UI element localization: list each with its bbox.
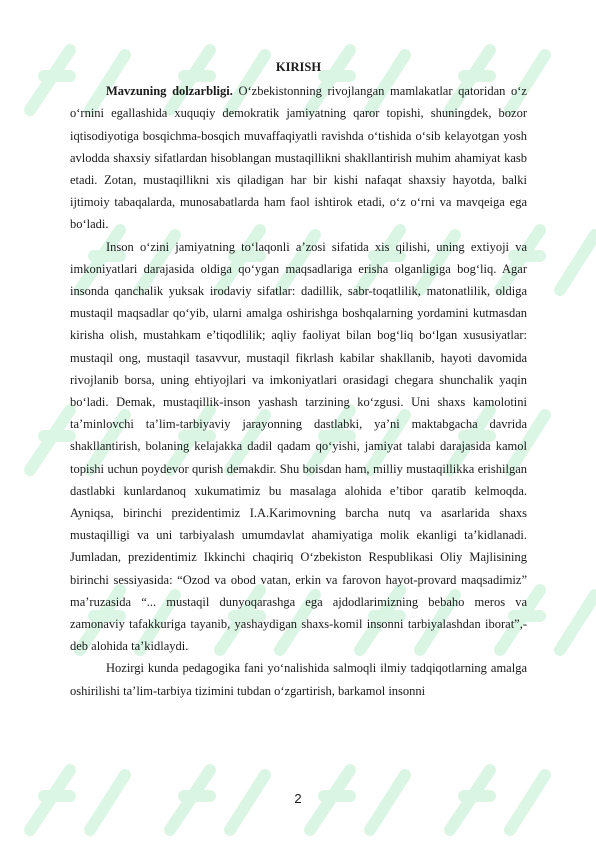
paragraph-text: O‘zbekistonning rivojlangan mamlakatlar qatoridan o‘z o‘rnini egallashida xuquqiy demokratik jamiyatning qaror topishi, shuningdek, bozor iqtisodiyotiga bosqichma-bosqich muvaffaqiyatli ravishda o‘tishida o‘sib kelayotgan yosh avlodda shaxsiy sifatlardan hisoblangan mustaqillikni shakllantirish muhim ahamiyat kasb etadi. Zotan, mustaqillikni xis qiladigan har bir kishi nafaqat shaxsiy hayotda, balki ijtimoiy tabaqalarda, munosabatlarda ham faol ishtirok etadi, o‘z o‘rni va mavqeiga ega bo‘ladi. xyxy=(70,84,527,232)
paragraph-text: Inson o‘zini jamiyatning to‘laqonli a’zosi sifatida xis qilishi, uning extiyoji va imkoniyatlari darajasida oldiga qo‘ygan maqsadlariga erisha olganligiga bog‘liq. Agar insonda qanchalik yuksak irodaviy sifatlar: dadillik, sabr-toqatlilik, matonatlilik, oldiga mustaqil maqsadlar qo‘yib, ularni amalga oshirishga boshqalarning yordamini kutmasdan kirisha olish, mustahkam e’tiqodlilik; aqliy faoliyat bilan bog‘liq bo‘lgan xususiyatlar: mustaqil ong, mustaqil tasavvur, mustaqil fikrlash kabilar shakllanib, hayoti davomida rivojlanib borsa, uning ehtiyojlari va imkoniyatlari orasidagi chegara shunchalik yaqin bo‘ladi. Demak, mustaqillik-inson yashash tarzining ko‘zgusi. Uni shaxs kamolotini ta’minlovchi ta’lim-tarbiyaviy jarayonning dastlabki, ya’ni maktabgacha davrida shakllantirish, bolaning kelajakka dadil qadam qo‘yishi, jamiyat talabi darajasida kamol topishi uchun poydevor qurish demakdir. Shu boisdan ham, milliy mustaqillikka erishilgan dastlabki kunlardanoq xukumatimiz bu masalaga alohida e’tibor qaratib kelmoqda. Ayniqsa, birinchi prezidentimiz I.A.Karimovning barcha nutq va asarlarida shaxs mustaqilligi va uni tarbiyalash umumdavlat ahamiyatiga molik ekanligi ta’kidlanadi. Jumladan, prezidentimiz Ikkinchi chaqiriq O‘zbekiston Respublikasi Oliy Majlisining birinchi sessiyasida: “Ozod va obod vatan, erkin va farovon hayot-provard maqsadimiz” ma’ruzasida “... mustaqil dunyoqarashga ega ajdodlarimizning bebaho meros va zamonaviy tafakkuriga tayanib, yashaydigan shaxs-komil insonni tarbiyalashdan iborat”,- deb alohida ta’kidlaydi. xyxy=(70,239,527,654)
document-title: KIRISH xyxy=(275,60,322,74)
paragraph-independence xyxy=(70,236,527,658)
page-number: 2 xyxy=(294,791,302,806)
paragraph-lead: Mavzuning dolzarbligi. xyxy=(106,84,233,99)
paragraph-pedagogy xyxy=(70,657,527,701)
paragraph-text: Hozirgi kunda pedagogika fani yo‘nalishida salmoqli ilmiy tadqiqotlarning amalga oshirilishi ta’lim-tarbiya tizimini tubdan o‘zgartirish, barkamol insonni xyxy=(70,661,527,698)
document-page xyxy=(70,56,527,702)
paragraph-relevance xyxy=(70,80,527,235)
